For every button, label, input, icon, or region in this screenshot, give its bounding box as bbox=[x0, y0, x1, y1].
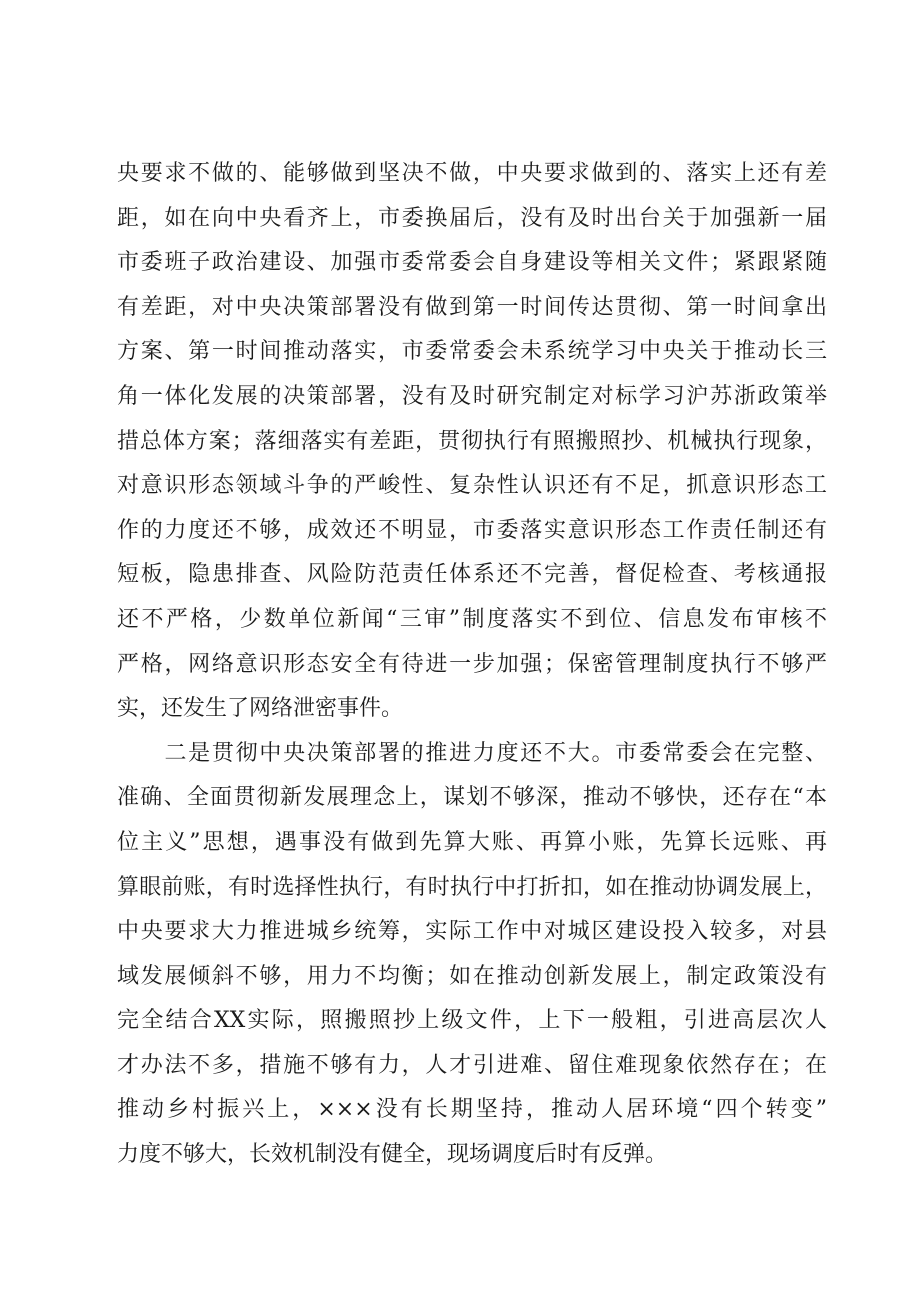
text-line: 短板，隐患排查、风险防范责任体系还不完善，督促检查、考核通报 bbox=[117, 562, 827, 588]
text-line: 实，还发生了网络泄密事件。 bbox=[117, 696, 404, 722]
text-line: 准确、全面贯彻新发展理念上，谋划不够深，推动不够快，还存在“本 bbox=[117, 785, 827, 811]
text-line: 作的力度还不够，成效还不明显，市委落实意识形态工作责任制还有 bbox=[117, 517, 827, 543]
text-line: 严格，网络意识形态安全有待进一步加强；保密管理制度执行不够严 bbox=[117, 651, 827, 677]
text-line: 完全结合XX实际，照搬照抄上级文件，上下一般粗，引进高层次人 bbox=[117, 1008, 827, 1034]
paragraph-2 bbox=[117, 732, 827, 1178]
text-line: 对意识形态领域斗争的严峻性、复杂性认识还有不足，抓意识形态工 bbox=[117, 473, 827, 499]
text-line: 市委班子政治建设、加强市委常委会自身建设等相关文件；紧跟紧随 bbox=[117, 250, 827, 276]
text-line: 还不严格，少数单位新闻“三审”制度落实不到位、信息发布审核不 bbox=[117, 606, 827, 632]
text-line: 距，如在向中央看齐上，市委换届后，没有及时出台关于加强新一届 bbox=[117, 205, 827, 231]
text-line: 二是贯彻中央决策部署的推进力度还不大。市委常委会在完整、 bbox=[117, 740, 827, 766]
text-line: 才办法不多，措施不够有力，人才引进难、留住难现象依然存在；在 bbox=[117, 1052, 827, 1078]
text-line: 角一体化发展的决策部署，没有及时研究制定对标学习沪苏浙政策举 bbox=[117, 383, 827, 409]
text-line: 域发展倾斜不够，用力不均衡；如在推动创新发展上，制定政策没有 bbox=[117, 963, 827, 989]
text-line: 措总体方案；落细落实有差距，贯彻执行有照搬照抄、机械执行现象， bbox=[117, 428, 827, 454]
text-line: 算眼前账，有时选择性执行，有时执行中打折扣，如在推动协调发展上， bbox=[117, 874, 827, 900]
text-line: 推动乡村振兴上，×××没有长期坚持，推动人居环境“四个转变” bbox=[117, 1097, 827, 1123]
text-line: 央要求不做的、能够做到坚决不做，中央要求做到的、落实上还有差 bbox=[117, 161, 827, 186]
text-line: 方案、第一时间推动落实，市委常委会未系统学习中央关于推动长三 bbox=[117, 339, 827, 365]
text-line: 力度不够大，长效机制没有健全，现场调度后时有反弹。 bbox=[117, 1142, 668, 1168]
paragraph-1 bbox=[117, 152, 827, 732]
body-text bbox=[117, 152, 827, 1178]
text-line: 有差距，对中央决策部署没有做到第一时间传达贯彻、第一时间拿出 bbox=[117, 294, 827, 320]
text-line: 中央要求大力推进城乡统筹，实际工作中对城区建设投入较多，对县 bbox=[117, 919, 827, 945]
text-line: 位主义”思想，遇事没有做到先算大账、再算小账，先算长远账、再 bbox=[117, 829, 827, 855]
